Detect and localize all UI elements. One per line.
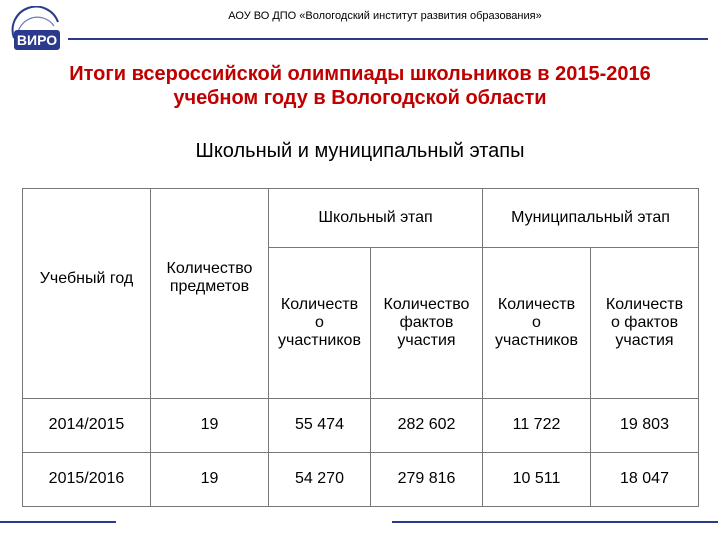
- school-participants-cell: 55 474: [269, 398, 371, 452]
- school-facts-line-1: Количество: [383, 295, 470, 313]
- school-participants-line-1: Количеств: [280, 295, 359, 313]
- municipal-participants-line-1: Количеств: [497, 295, 576, 313]
- municipal-facts-header: [591, 248, 699, 399]
- footer-divider-right: [392, 521, 718, 523]
- table-header-row-1: [23, 189, 699, 248]
- year-header-top: [23, 189, 151, 248]
- school-participants-header: [269, 248, 371, 399]
- subjects-cell: 19: [151, 398, 269, 452]
- school-facts-header: [371, 248, 483, 399]
- school-participants-cell: 54 270: [269, 452, 371, 506]
- subjects-header: [151, 248, 269, 399]
- year-cell: 2015/2016: [23, 452, 151, 506]
- municipal-stage-header: Муниципальный этап: [483, 189, 699, 248]
- municipal-participants-cell: 10 511: [483, 452, 591, 506]
- footer-divider-left: [0, 521, 116, 523]
- subjects-header-top: [151, 189, 269, 248]
- school-facts-line-2: фактов: [399, 313, 454, 331]
- municipal-facts-line-1: Количеств: [605, 295, 684, 313]
- subjects-header-line-1: Количество: [166, 259, 253, 277]
- municipal-facts-cell: 19 803: [591, 398, 699, 452]
- olympiad-results-table: [22, 188, 699, 507]
- title-line-2: учебном году в Вологодской области: [173, 87, 547, 109]
- municipal-participants-cell: 11 722: [483, 398, 591, 452]
- table-header-row-2: [23, 248, 699, 399]
- viro-logo-icon: [8, 6, 66, 58]
- header-divider: [68, 38, 708, 40]
- municipal-participants-line-2: о: [532, 313, 541, 331]
- school-participants-line-2: о: [315, 313, 324, 331]
- school-facts-cell: 282 602: [371, 398, 483, 452]
- page-subtitle: Школьный и муниципальный этапы: [195, 140, 525, 162]
- subjects-header-line-2: предметов: [169, 277, 250, 295]
- title-line-1: Итоги всероссийской олимпиады школьников в 2015-2016: [69, 63, 651, 85]
- table-row: [23, 452, 699, 506]
- municipal-facts-line-3: участия: [615, 331, 674, 349]
- municipal-participants-line-3: участников: [495, 331, 578, 349]
- school-facts-line-3: участия: [397, 331, 456, 349]
- school-participants-line-3: участников: [278, 331, 361, 349]
- year-header: Учебный год: [23, 248, 151, 399]
- table-row: [23, 398, 699, 452]
- municipal-facts-line-2: о фактов: [610, 313, 679, 331]
- municipal-facts-cell: 18 047: [591, 452, 699, 506]
- municipal-participants-header: [483, 248, 591, 399]
- school-facts-cell: 279 816: [371, 452, 483, 506]
- page-title: [0, 62, 720, 110]
- year-cell: 2014/2015: [23, 398, 151, 452]
- subjects-cell: 19: [151, 452, 269, 506]
- logo-text: ВИРО: [16, 32, 58, 48]
- school-stage-header: Школьный этап: [269, 189, 483, 248]
- organization-name: АОУ ВО ДПО «Вологодский институт развития образования»: [228, 10, 542, 22]
